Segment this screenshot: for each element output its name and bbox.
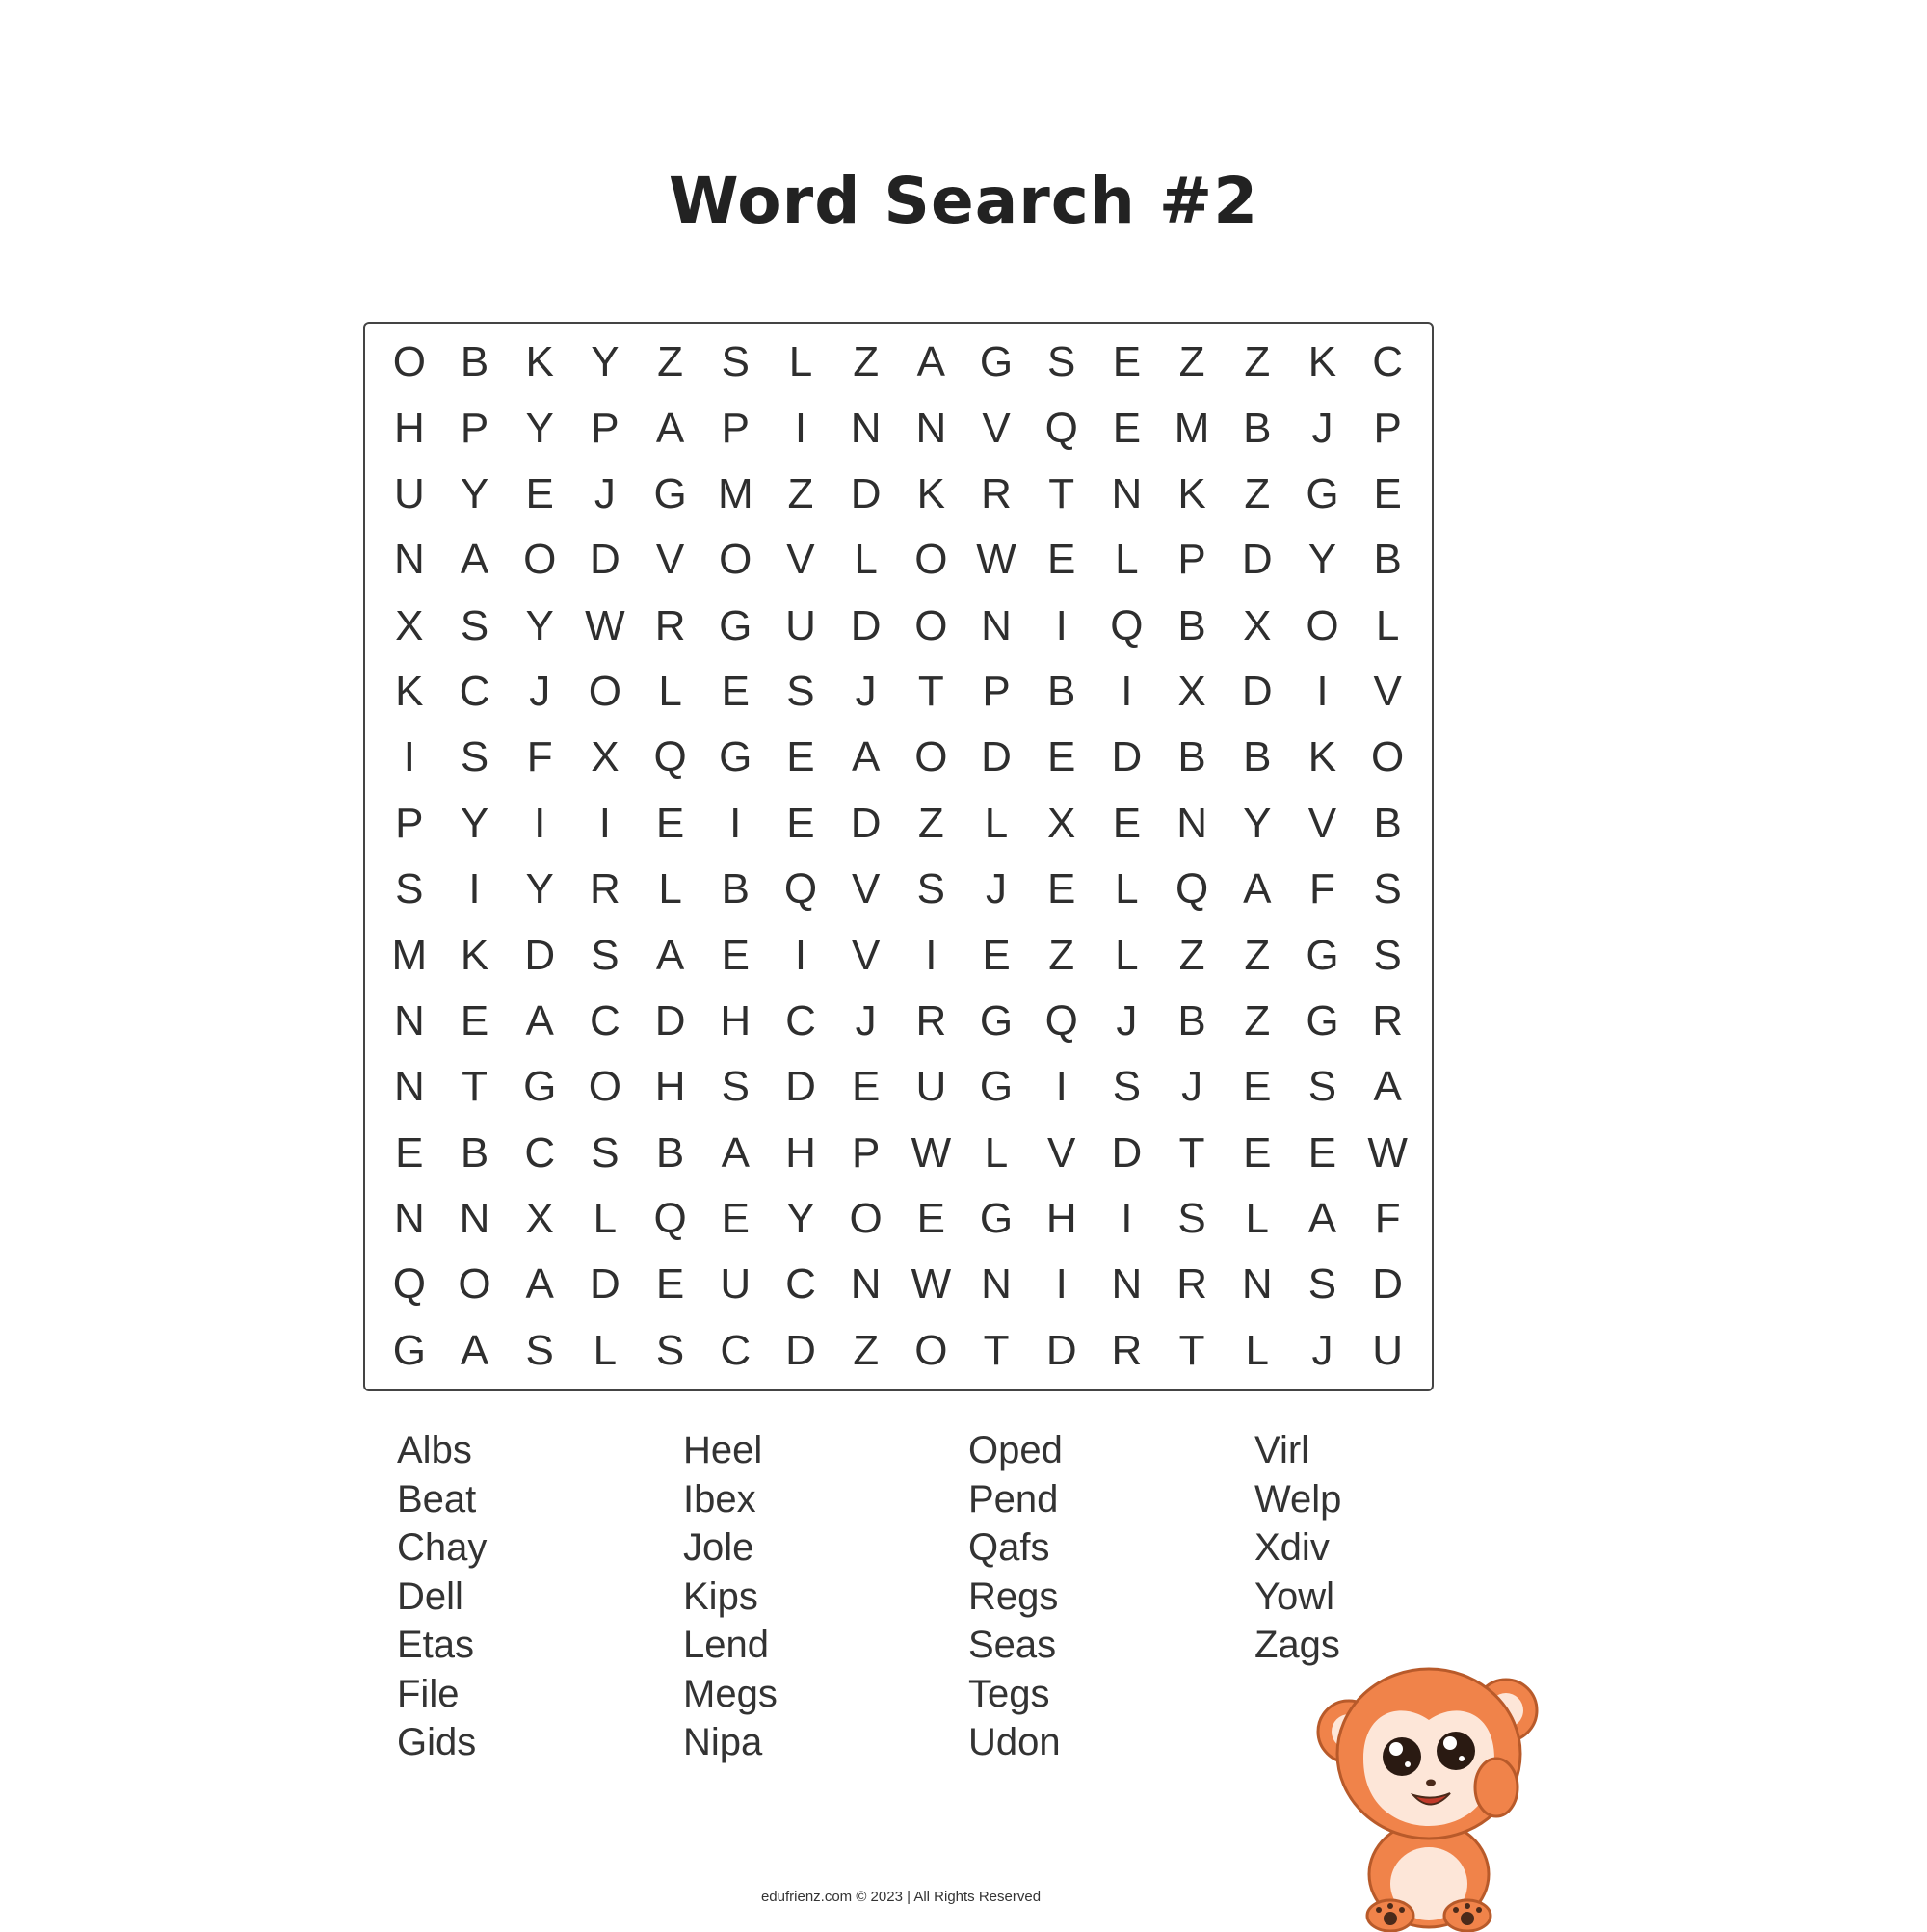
word-list-column [397,1426,667,1767]
grid-cell[interactable]: R [981,469,1012,517]
grid-cell[interactable]: Z [1244,338,1271,386]
grid-cell[interactable]: N [393,1195,425,1243]
grid-cell[interactable]: Z [1244,996,1271,1045]
grid-cell[interactable]: F [526,733,553,781]
grid-cell[interactable]: Z [853,1326,880,1374]
grid-cell[interactable]: Z [917,799,944,847]
grid-cell[interactable]: D [1111,733,1143,781]
grid-cell[interactable]: L [788,338,813,386]
grid-cell[interactable]: C [524,1128,556,1177]
grid-cell[interactable]: W [911,1260,952,1309]
grid-cell[interactable]: M [1174,404,1210,452]
grid-cell[interactable]: E [1243,1128,1272,1177]
grid-cell[interactable]: Y [1243,799,1272,847]
grid-cell[interactable]: D [654,996,686,1045]
grid-cell[interactable]: D [1111,1128,1143,1177]
grid-cell[interactable]: L [1115,865,1139,913]
grid-cell[interactable]: E [1047,733,1076,781]
grid-cell[interactable]: L [1245,1326,1270,1374]
grid-cell[interactable]: O [588,1063,622,1111]
grid-cell[interactable]: S [721,1063,750,1111]
grid-cell[interactable]: Q [653,1195,687,1243]
grid-cell[interactable]: S [721,338,750,386]
grid-cell[interactable]: O [458,1260,491,1309]
grid-cell[interactable]: R [915,996,947,1045]
grid-cell[interactable]: G [392,1326,426,1374]
grid-cell[interactable]: S [460,733,489,781]
grid-cell[interactable]: I [1055,1063,1068,1111]
grid-cell[interactable]: T [983,1326,1010,1374]
grid-cell[interactable]: N [915,404,947,452]
grid-cell[interactable]: G [719,733,752,781]
grid-cell[interactable]: G [1306,996,1339,1045]
grid-cell[interactable]: G [979,1195,1014,1243]
grid-cell[interactable]: C [720,1326,752,1374]
grid-cell[interactable]: S [1047,338,1076,386]
grid-cell[interactable]: N [981,601,1012,649]
grid-cell[interactable]: Q [1044,996,1078,1045]
grid-cell[interactable]: D [850,799,882,847]
grid-cell[interactable]: Y [591,338,620,386]
grid-cell[interactable]: G [979,338,1014,386]
grid-cell[interactable]: E [1307,1128,1337,1177]
grid-cell[interactable]: P [1177,536,1206,584]
grid-cell[interactable]: B [1177,601,1206,649]
grid-cell[interactable]: S [591,931,620,979]
grid-cell[interactable]: W [911,1128,952,1177]
grid-cell[interactable]: Z [787,469,814,517]
grid-cell[interactable]: I [1121,668,1133,716]
grid-cell[interactable]: I [534,799,546,847]
grid-cell[interactable]: U [393,469,425,517]
grid-cell[interactable]: S [916,865,946,913]
grid-cell[interactable]: L [1115,536,1139,584]
grid-cell[interactable]: S [525,1326,554,1374]
word-list-item: Lend [683,1624,769,1666]
grid-cell[interactable]: I [1055,1260,1068,1309]
grid-cell[interactable]: A [1243,865,1272,913]
grid-cell[interactable]: C [1372,338,1404,386]
grid-cell[interactable]: L [1375,601,1400,649]
grid-cell[interactable]: I [925,931,937,979]
grid-cell[interactable]: A [916,338,946,386]
copyright-footer: edufrienz.com © 2023 | All Rights Reserved [760,1889,1042,1905]
grid-cell[interactable]: S [1373,865,1402,913]
word-list-item: Regs [968,1575,1059,1618]
word-list-item: Dell [397,1575,463,1618]
grid-cell[interactable]: Y [460,469,489,517]
grid-cell[interactable]: E [1112,338,1142,386]
grid-cell[interactable]: A [1307,1195,1337,1243]
grid-cell[interactable]: J [855,996,877,1045]
grid-cell[interactable]: H [1045,1195,1077,1243]
grid-cell[interactable]: A [851,733,881,781]
grid-cell[interactable]: E [721,668,750,716]
grid-cell[interactable]: J [594,469,616,517]
page-title: Word Search #2 [668,164,1259,238]
grid-cell[interactable]: A [655,931,685,979]
word-list-item: Ibex [683,1477,756,1521]
grid-cell[interactable]: B [1373,799,1402,847]
word-list-item: Oped [968,1429,1063,1471]
grid-cell[interactable]: J [1311,1326,1333,1374]
grid-cell[interactable]: S [786,668,815,716]
grid-cell[interactable]: T [917,668,944,716]
grid-cell[interactable]: A [460,1326,489,1374]
grid-cell[interactable]: L [1245,1195,1270,1243]
grid-cell[interactable]: E [786,799,815,847]
grid-cell[interactable]: P [982,668,1011,716]
word-list-item: Megs [683,1672,778,1715]
grid-cell[interactable]: P [851,1128,881,1177]
word-list-item: Kips [683,1575,758,1618]
grid-cell[interactable]: Y [786,1195,815,1243]
grid-cell[interactable]: B [1373,536,1402,584]
grid-cell[interactable]: H [785,1128,816,1177]
grid-cell[interactable]: W [585,601,625,649]
grid-cell[interactable]: Y [525,404,554,452]
grid-cell[interactable]: H [393,404,425,452]
grid-cell[interactable]: J [1311,404,1333,452]
grid-cell[interactable]: F [1374,1195,1401,1243]
grid-cell[interactable]: I [403,733,415,781]
grid-cell[interactable]: A [655,404,685,452]
grid-cell[interactable]: P [591,404,620,452]
grid-cell[interactable]: B [1177,733,1206,781]
grid-cell[interactable]: T [1178,1326,1205,1374]
grid-cell[interactable]: V [1307,799,1337,847]
word-list-item: Chay [397,1526,488,1569]
grid-cell[interactable]: P [721,404,750,452]
grid-cell[interactable]: N [393,1063,425,1111]
word-list-item: Seas [968,1624,1057,1666]
grid-cell[interactable]: E [1243,1063,1272,1111]
grid-cell[interactable]: I [794,404,807,452]
grid-cell[interactable]: G [1306,931,1339,979]
word-list-column [968,1426,1238,1767]
grid-cell[interactable]: D [1045,1326,1077,1374]
grid-cell[interactable]: O [914,733,948,781]
grid-cell[interactable]: S [1373,931,1402,979]
word-list-item: Qafs [968,1526,1050,1569]
grid-cell[interactable]: G [979,996,1014,1045]
grid-cell[interactable]: K [525,338,554,386]
grid-cell[interactable]: M [717,469,753,517]
grid-cell[interactable]: S [395,865,424,913]
grid-cell[interactable]: Z [853,338,880,386]
word-list-item: Tegs [968,1672,1050,1715]
grid-cell[interactable]: B [1243,733,1272,781]
grid-cell[interactable]: J [1116,996,1138,1045]
word-list-item: Virl [1254,1429,1310,1471]
grid-cell[interactable]: R [1176,1260,1207,1309]
grid-cell[interactable]: C [785,1260,816,1309]
grid-cell[interactable]: Z [1178,931,1205,979]
letter-grid [363,322,1434,1391]
word-list-item: File [397,1672,460,1715]
grid-cell[interactable]: E [1112,404,1142,452]
grid-cell[interactable]: O [1371,733,1405,781]
grid-cell[interactable]: Q [1175,865,1209,913]
grid-cell[interactable]: V [1047,1128,1076,1177]
grid-cell[interactable]: G [719,601,752,649]
grid-cell[interactable]: Y [525,865,554,913]
grid-cell[interactable]: B [1243,404,1272,452]
grid-cell[interactable]: A [1373,1063,1402,1111]
grid-cell[interactable]: B [460,1128,489,1177]
grid-cell[interactable]: D [524,931,556,979]
grid-cell[interactable]: T [1178,1128,1205,1177]
grid-cell[interactable]: Q [653,733,687,781]
grid-cell[interactable]: U [1372,1326,1404,1374]
grid-cell[interactable]: O [523,536,557,584]
grid-cell[interactable]: F [1309,865,1335,913]
grid-cell[interactable]: P [395,799,424,847]
grid-cell[interactable]: D [785,1063,816,1111]
grid-cell[interactable]: R [1372,996,1404,1045]
grid-cell[interactable]: K [916,469,946,517]
grid-cell[interactable]: G [1306,469,1339,517]
grid-cell[interactable]: S [1177,1195,1206,1243]
grid-cell[interactable]: E [916,1195,946,1243]
grid-cell[interactable]: E [851,1063,881,1111]
grid-cell[interactable]: N [1176,799,1207,847]
grid-cell[interactable]: N [1111,469,1143,517]
grid-cell[interactable]: O [1306,601,1339,649]
grid-cell[interactable]: D [1372,1260,1404,1309]
grid-cell[interactable]: N [459,1195,490,1243]
grid-cell[interactable]: E [460,996,489,1045]
grid-cell[interactable]: U [915,1063,947,1111]
grid-cell[interactable]: N [850,404,882,452]
grid-cell[interactable]: Y [460,799,489,847]
word-list-item: Albs [397,1429,472,1471]
grid-cell[interactable]: S [460,601,489,649]
grid-cell[interactable]: W [1367,1128,1408,1177]
grid-cell[interactable]: L [984,799,1009,847]
word-list-item: Nipa [683,1721,763,1763]
grid-cell[interactable]: X [525,1195,554,1243]
grid-cell[interactable]: J [855,668,877,716]
grid-cell[interactable]: L [593,1326,618,1374]
grid-cell[interactable]: G [653,469,687,517]
grid-cell[interactable]: V [1373,668,1402,716]
word-list-item: Jole [683,1526,754,1569]
grid-cell[interactable]: C [785,996,816,1045]
grid-cell[interactable]: V [851,931,881,979]
grid-cell[interactable]: Z [1244,469,1271,517]
grid-cell[interactable]: P [460,404,489,452]
grid-cell[interactable]: E [655,1260,685,1309]
grid-cell[interactable]: O [914,536,948,584]
word-list-item: Beat [397,1477,477,1521]
grid-cell[interactable]: A [525,996,554,1045]
grid-cell[interactable]: D [590,536,620,584]
grid-cell[interactable]: R [654,601,686,649]
grid-cell[interactable]: Z [657,338,684,386]
word-list-item: Pend [968,1477,1059,1521]
grid-cell[interactable]: D [850,601,882,649]
grid-cell[interactable]: I [1055,601,1068,649]
grid-cell[interactable]: H [654,1063,686,1111]
grid-cell[interactable]: C [459,668,490,716]
grid-cell[interactable]: V [982,404,1011,452]
grid-cell[interactable]: E [395,1128,424,1177]
grid-cell[interactable]: L [854,536,878,584]
grid-cell[interactable]: D [590,1260,620,1309]
grid-cell[interactable]: D [850,469,882,517]
grid-cell[interactable]: N [393,536,425,584]
grid-cell[interactable]: H [720,996,752,1045]
grid-cell[interactable]: S [1112,1063,1142,1111]
grid-cell[interactable]: O [719,536,752,584]
word-list-column [1254,1426,1524,1670]
grid-cell[interactable]: U [720,1260,752,1309]
grid-cell[interactable]: E [1047,536,1076,584]
word-list-item: Gids [397,1721,477,1763]
grid-cell[interactable]: E [982,931,1011,979]
grid-cell[interactable]: B [655,1128,685,1177]
grid-cell[interactable]: C [590,996,620,1045]
grid-cell[interactable]: E [1373,469,1402,517]
grid-cell[interactable]: V [655,536,685,584]
grid-cell[interactable]: B [1177,996,1206,1045]
grid-cell[interactable]: K [1177,469,1206,517]
grid-cell[interactable]: B [1047,668,1076,716]
grid-cell[interactable]: U [785,601,816,649]
grid-cell[interactable]: X [1047,799,1076,847]
grid-cell[interactable]: K [1307,338,1337,386]
grid-cell[interactable]: O [914,1326,948,1374]
word-list-item: Heel [683,1429,763,1471]
grid-cell[interactable]: Y [525,601,554,649]
word-list-item: Zags [1254,1624,1340,1666]
grid-cell[interactable]: P [1373,404,1402,452]
word-list-column [683,1426,953,1767]
grid-cell[interactable]: X [1177,668,1206,716]
grid-cell[interactable]: E [525,469,554,517]
grid-cell[interactable]: Z [1178,338,1205,386]
grid-cell[interactable]: E [1047,865,1076,913]
grid-cell[interactable]: S [655,1326,685,1374]
grid-cell[interactable]: A [460,536,489,584]
grid-cell[interactable]: Q [392,1260,426,1309]
grid-cell[interactable]: N [1111,1260,1143,1309]
grid-cell[interactable]: I [468,865,481,913]
word-list-item: Xdiv [1254,1526,1330,1569]
grid-cell[interactable]: R [1111,1326,1143,1374]
grid-cell[interactable]: O [588,668,622,716]
word-list-item: Yowl [1254,1575,1335,1618]
grid-cell[interactable]: X [1243,601,1272,649]
grid-cell[interactable]: N [393,996,425,1045]
grid-cell[interactable]: D [785,1326,816,1374]
grid-cell[interactable]: I [1316,668,1329,716]
grid-cell[interactable]: S [591,1128,620,1177]
grid-cell[interactable]: T [1048,469,1075,517]
grid-cell[interactable]: G [523,1063,557,1111]
grid-cell[interactable]: D [1241,668,1273,716]
grid-cell[interactable]: D [1241,536,1273,584]
grid-cell[interactable]: I [729,799,742,847]
grid-cell[interactable]: I [1121,1195,1133,1243]
grid-cell[interactable]: A [525,1260,554,1309]
word-list-item: Welp [1254,1477,1342,1521]
grid-cell[interactable]: V [786,536,815,584]
grid-cell[interactable]: Q [1044,404,1078,452]
grid-cell[interactable]: W [976,536,1016,584]
grid-cell[interactable]: N [1241,1260,1273,1309]
grid-cell[interactable]: S [1307,1260,1337,1309]
grid-cell[interactable]: R [590,865,620,913]
grid-cell[interactable]: E [655,799,685,847]
grid-cell[interactable]: E [1112,799,1142,847]
grid-cell[interactable]: X [395,601,424,649]
grid-cell[interactable]: O [914,601,948,649]
grid-cell[interactable]: G [979,1063,1014,1111]
grid-cell[interactable]: E [786,733,815,781]
grid-cell[interactable]: L [658,668,682,716]
grid-cell[interactable]: K [395,668,424,716]
grid-cell[interactable]: D [981,733,1012,781]
grid-cell[interactable]: N [981,1260,1012,1309]
grid-cell[interactable]: J [529,668,551,716]
word-list-item: Etas [397,1624,475,1666]
grid-cell[interactable]: Z [1048,931,1075,979]
grid-cell[interactable]: T [462,1063,488,1111]
grid-cell[interactable]: L [658,865,682,913]
grid-cell[interactable]: K [460,931,489,979]
grid-cell[interactable]: J [986,865,1008,913]
grid-cell[interactable]: B [460,338,489,386]
grid-cell[interactable]: O [849,1195,883,1243]
grid-cell[interactable]: L [593,1195,618,1243]
grid-cell[interactable]: E [721,1195,750,1243]
grid-cell[interactable]: E [721,931,750,979]
grid-cell[interactable]: J [1181,1063,1203,1111]
grid-cell[interactable]: N [850,1260,882,1309]
grid-cell[interactable]: Q [1110,601,1144,649]
grid-cell[interactable]: A [721,1128,750,1177]
grid-cell[interactable]: Z [1244,931,1271,979]
grid-cell[interactable]: I [794,931,807,979]
grid-cell[interactable]: V [851,865,881,913]
grid-cell[interactable]: S [1307,1063,1337,1111]
grid-cell[interactable]: M [391,931,428,979]
grid-cell[interactable]: I [598,799,612,847]
grid-cell[interactable]: X [591,733,620,781]
grid-cell[interactable]: Q [783,865,818,913]
grid-cell[interactable]: K [1307,733,1337,781]
grid-cell[interactable]: O [392,338,426,386]
grid-cell[interactable]: Y [1307,536,1337,584]
grid-cell[interactable]: L [984,1128,1009,1177]
word-list-item: Udon [968,1721,1061,1763]
grid-cell[interactable]: L [1115,931,1139,979]
grid-cell[interactable]: B [721,865,750,913]
